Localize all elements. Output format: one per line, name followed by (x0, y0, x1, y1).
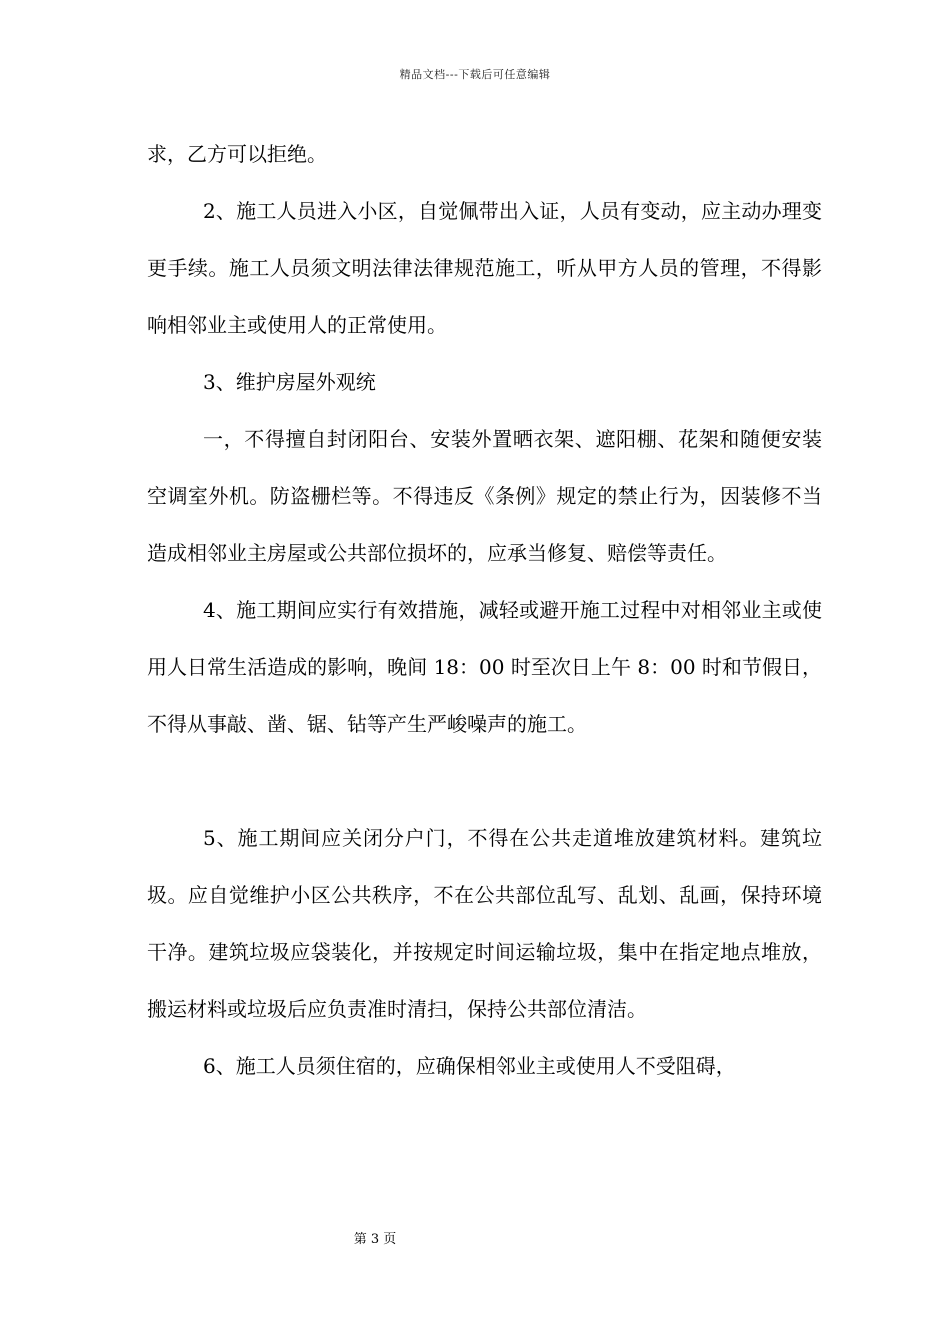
paragraph-item-6: 6、施工人员须住宿的，应确保相邻业主或使用人不受阻碍， (203, 1054, 736, 1078)
paragraph-item-5: 5、施工期间应关闭分户门，不得在公共走道堆放建筑材料。建筑垃圾。应自觉维护小区公共秩序，不在公共部位乱写、乱划、乱画，保持环境干净。建筑垃圾应袋装化，并按规定时间运输垃圾，集中在指定地点堆放，搬运材料或垃圾后应负责准时清扫，保持公共部位清洁。 (147, 826, 822, 1021)
paragraph-item-3-detail: 一，不得擅自封闭阳台、安装外置晒衣架、遮阳棚、花架和随便安装空调室外机。防盗栅栏等。不得违反《条例》规定的禁止行为，因装修不当造成相邻业主房屋或公共部位损坏的，应承当修复、赔偿等责任。 (147, 427, 822, 565)
paragraph-continuation: 求，乙方可以拒绝。 (147, 142, 327, 166)
paragraph-item-2: 2、施工人员进入小区，自觉佩带出入证，人员有变动，应主动办理变更手续。施工人员须文明法律法律规范施工，听从甲方人员的管理，不得影响相邻业主或使用人的正常使用。 (147, 199, 822, 337)
paragraph-item-4: 4、施工期间应实行有效措施，减轻或避开施工过程中对相邻业主或使用人日常生活造成的影响，晚间 18：00 时至次日上午 8：00 时和节假日，不得从事敲、凿、锯、钻等产生严峻噪声的施工。 (147, 598, 822, 736)
paragraph-spacer (147, 753, 822, 810)
paragraph-item-3: 3、维护房屋外观统 (203, 370, 376, 394)
page-header: 精品文档---下载后可任意编辑 (399, 68, 551, 81)
page-number: 第 3 页 (353, 1232, 397, 1247)
document-body (147, 126, 822, 1095)
